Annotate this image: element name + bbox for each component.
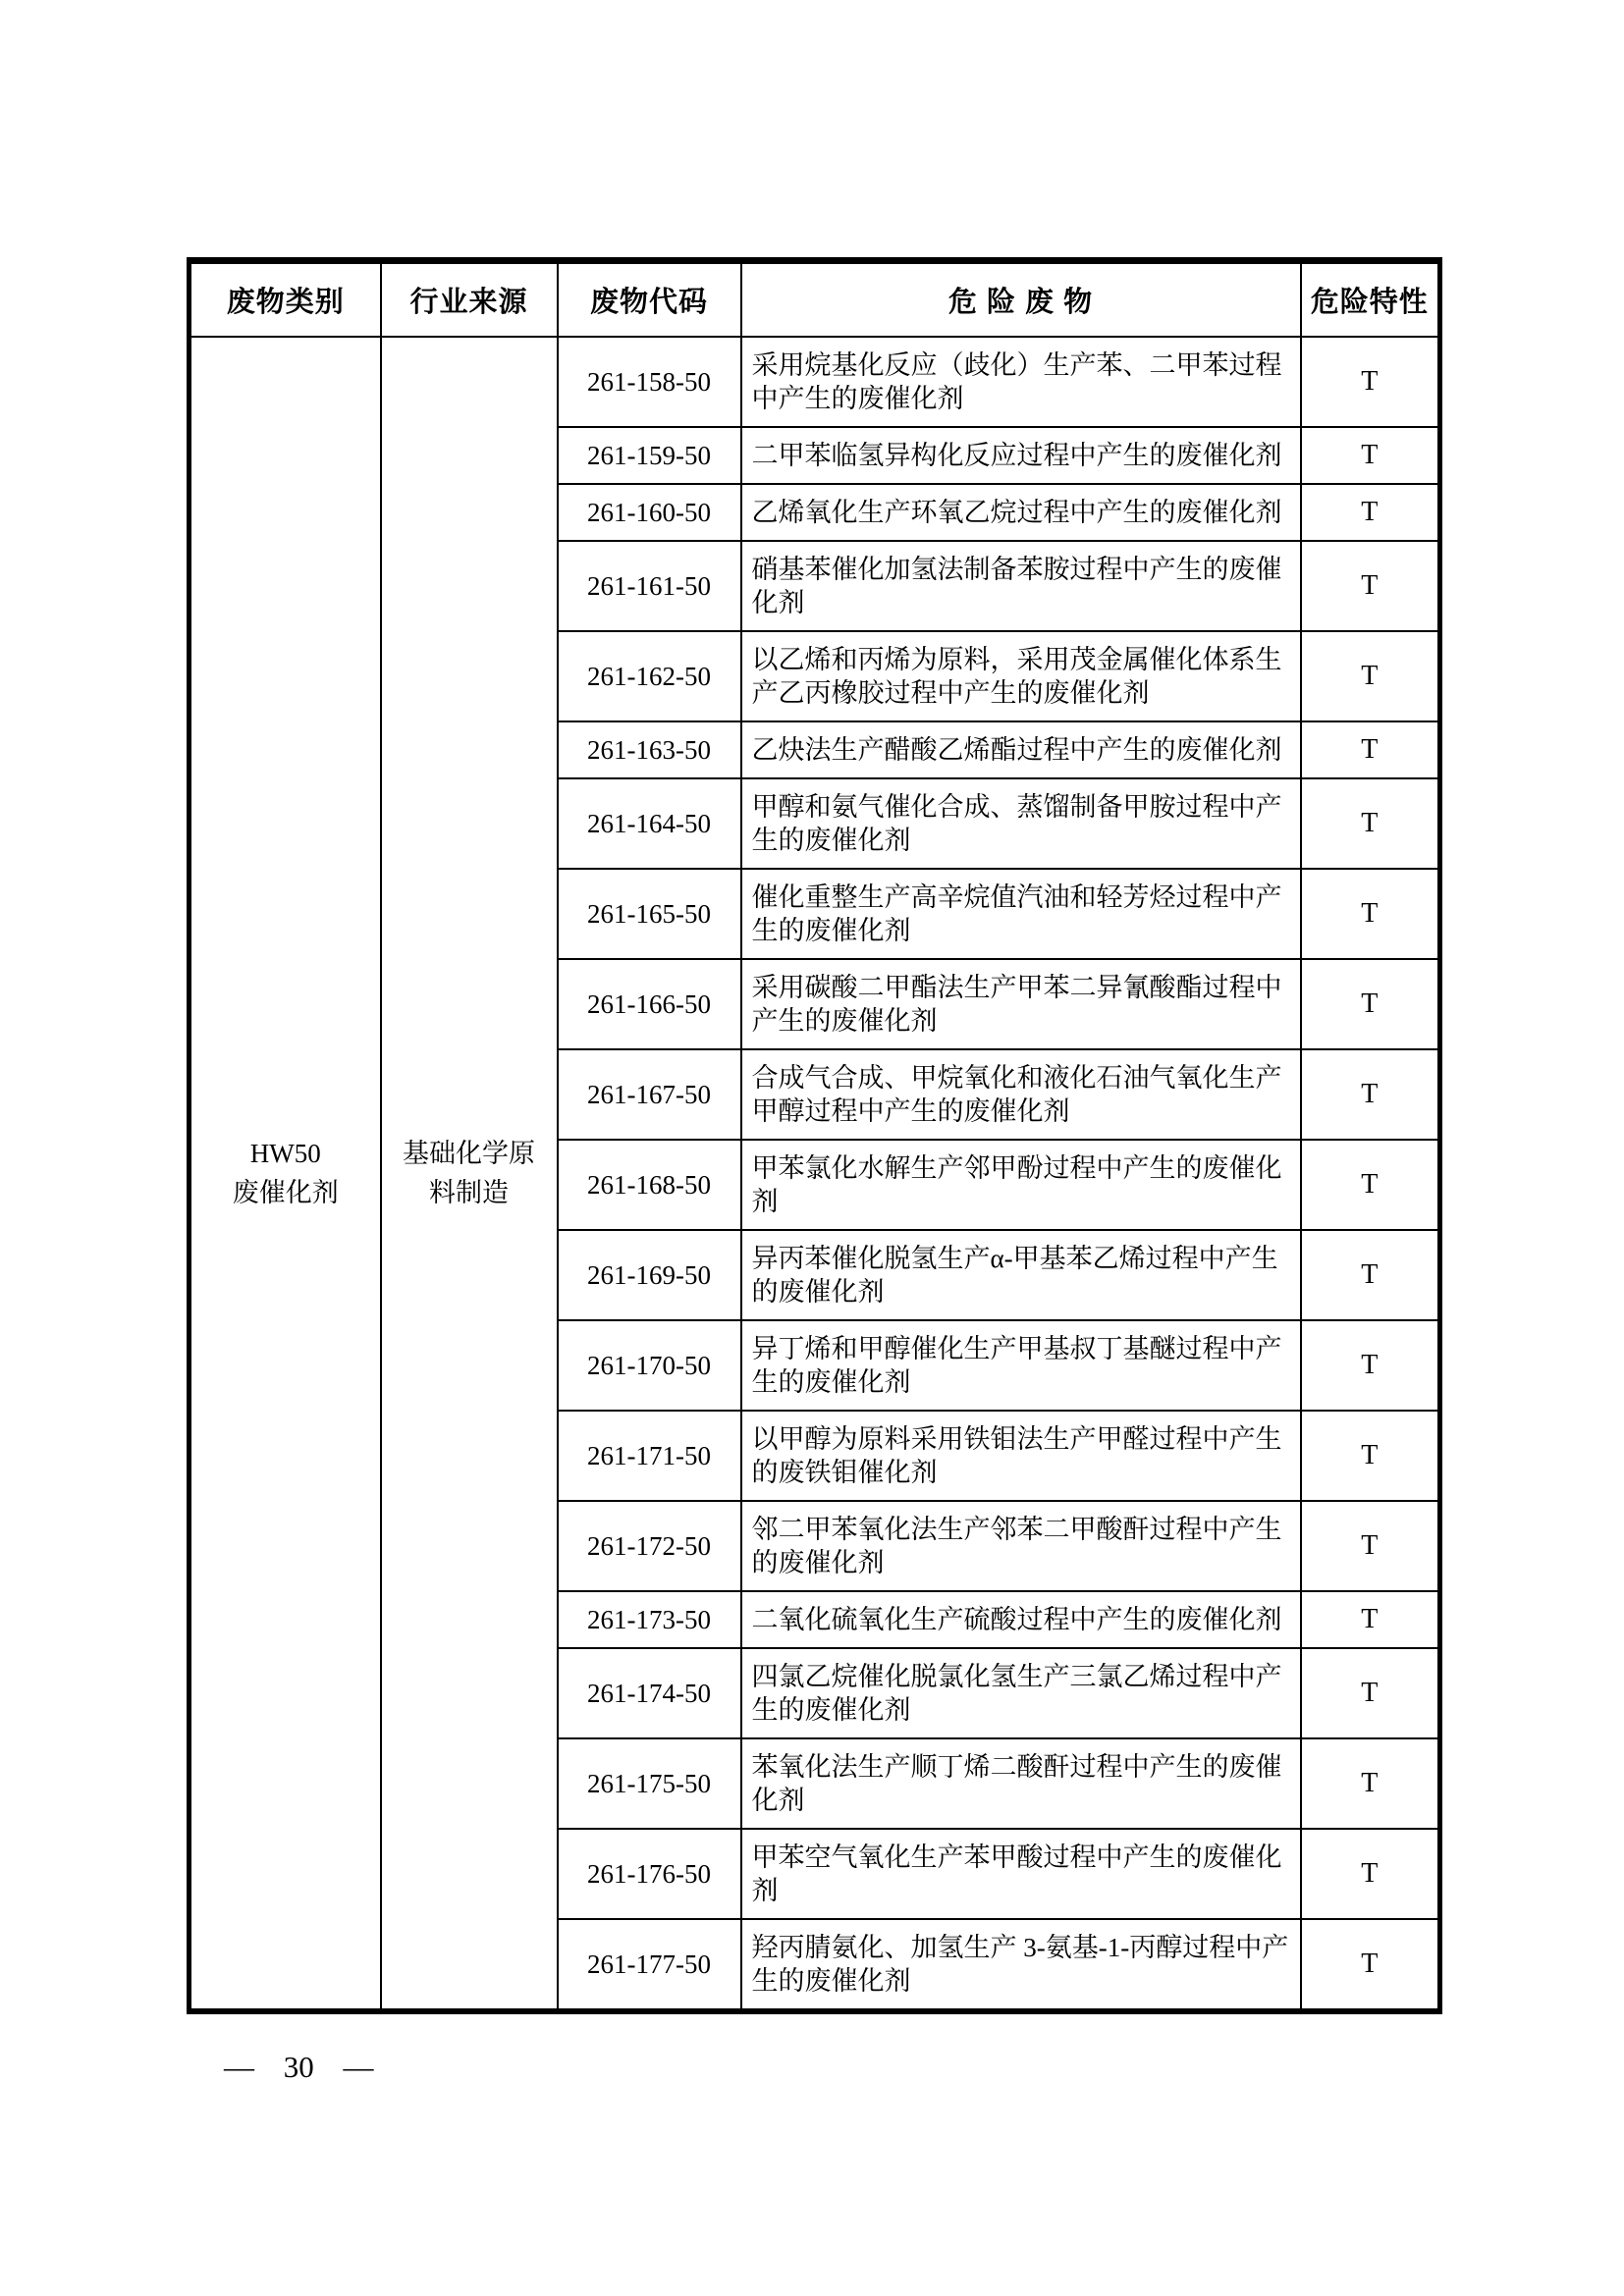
- table-body: [189, 337, 1440, 2011]
- hazard-characteristic-cell: T: [1301, 1320, 1440, 1411]
- table-row: [189, 337, 1440, 427]
- hazardous-waste-cell: 采用烷基化反应（歧化）生产苯、二甲苯过程中产生的废催化剂: [741, 337, 1301, 427]
- header-hazardous-waste: 危 险 废 物: [741, 261, 1301, 338]
- hazardous-waste-table: [187, 257, 1442, 2014]
- header-industry-source: 行业来源: [381, 261, 558, 338]
- hazardous-waste-cell: 苯氧化法生产顺丁烯二酸酐过程中产生的废催化剂: [741, 1738, 1301, 1829]
- waste-code-cell: 261-162-50: [558, 631, 741, 721]
- hazardous-waste-cell: 羟丙腈氨化、加氢生产 3-氨基-1-丙醇过程中产生的废催化剂: [741, 1919, 1301, 2011]
- hazardous-waste-cell: 硝基苯催化加氢法制备苯胺过程中产生的废催化剂: [741, 541, 1301, 631]
- waste-code-cell: 261-174-50: [558, 1648, 741, 1738]
- waste-category-code: HW50: [249, 1139, 321, 1168]
- hazard-characteristic-cell: T: [1301, 541, 1440, 631]
- hazardous-waste-cell: 二氧化硫氧化生产硫酸过程中产生的废催化剂: [741, 1591, 1301, 1648]
- hazard-characteristic-cell: T: [1301, 337, 1440, 427]
- hazardous-waste-cell: 邻二甲苯氧化法生产邻苯二甲酸酐过程中产生的废催化剂: [741, 1501, 1301, 1591]
- waste-code-cell: 261-172-50: [558, 1501, 741, 1591]
- header-waste-code: 废物代码: [558, 261, 741, 338]
- page-number: — 30 —: [224, 2050, 374, 2084]
- waste-code-cell: 261-168-50: [558, 1140, 741, 1230]
- hazardous-waste-cell: 二甲苯临氢异构化反应过程中产生的废催化剂: [741, 427, 1301, 484]
- waste-code-cell: 261-169-50: [558, 1230, 741, 1320]
- hazard-characteristic-cell: T: [1301, 1738, 1440, 1829]
- waste-code-cell: 261-159-50: [558, 427, 741, 484]
- industry-source-cell: 基础化学原料制造: [381, 337, 558, 2011]
- hazard-characteristic-cell: T: [1301, 484, 1440, 541]
- waste-code-cell: 261-167-50: [558, 1049, 741, 1140]
- waste-code-cell: 261-175-50: [558, 1738, 741, 1829]
- waste-code-cell: 261-160-50: [558, 484, 741, 541]
- hazard-characteristic-cell: T: [1301, 1140, 1440, 1230]
- waste-code-cell: 261-166-50: [558, 959, 741, 1049]
- hazard-characteristic-cell: T: [1301, 1648, 1440, 1738]
- hazardous-waste-cell: 乙烯氧化生产环氧乙烷过程中产生的废催化剂: [741, 484, 1301, 541]
- waste-code-cell: 261-173-50: [558, 1591, 741, 1648]
- hazardous-waste-cell: 采用碳酸二甲酯法生产甲苯二异氰酸酯过程中产生的废催化剂: [741, 959, 1301, 1049]
- waste-code-cell: 261-158-50: [558, 337, 741, 427]
- hazard-characteristic-cell: T: [1301, 1829, 1440, 1919]
- hazardous-waste-cell: 以乙烯和丙烯为原料，采用茂金属催化体系生产乙丙橡胶过程中产生的废催化剂: [741, 631, 1301, 721]
- hazardous-waste-cell: 异丁烯和甲醇催化生产甲基叔丁基醚过程中产生的废催化剂: [741, 1320, 1301, 1411]
- hazard-characteristic-cell: T: [1301, 1411, 1440, 1501]
- waste-category-name: 废催化剂: [232, 1178, 339, 1207]
- hazard-characteristic-cell: T: [1301, 1501, 1440, 1591]
- header-hazard-characteristic: 危险特性: [1301, 261, 1440, 338]
- hazardous-waste-cell: 异丙苯催化脱氢生产α-甲基苯乙烯过程中产生的废催化剂: [741, 1230, 1301, 1320]
- waste-code-cell: 261-165-50: [558, 869, 741, 959]
- hazardous-waste-cell: 甲苯空气氧化生产苯甲酸过程中产生的废催化剂: [741, 1829, 1301, 1919]
- waste-code-cell: 261-164-50: [558, 778, 741, 869]
- hazardous-waste-cell: 甲苯氯化水解生产邻甲酚过程中产生的废催化剂: [741, 1140, 1301, 1230]
- hazard-characteristic-cell: T: [1301, 721, 1440, 778]
- waste-category-cell: [189, 337, 381, 2011]
- hazard-characteristic-cell: T: [1301, 1919, 1440, 2011]
- header-waste-category: 废物类别: [189, 261, 381, 338]
- waste-code-cell: 261-176-50: [558, 1829, 741, 1919]
- waste-code-cell: 261-163-50: [558, 721, 741, 778]
- hazard-characteristic-cell: T: [1301, 869, 1440, 959]
- hazard-characteristic-cell: T: [1301, 1049, 1440, 1140]
- waste-code-cell: 261-170-50: [558, 1320, 741, 1411]
- hazardous-waste-cell: 乙炔法生产醋酸乙烯酯过程中产生的废催化剂: [741, 721, 1301, 778]
- waste-code-cell: 261-177-50: [558, 1919, 741, 2011]
- hazard-characteristic-cell: T: [1301, 1230, 1440, 1320]
- table-header: [189, 261, 1440, 338]
- hazard-characteristic-cell: T: [1301, 778, 1440, 869]
- waste-code-cell: 261-171-50: [558, 1411, 741, 1501]
- hazard-characteristic-cell: T: [1301, 427, 1440, 484]
- hazard-characteristic-cell: T: [1301, 959, 1440, 1049]
- hazardous-waste-cell: 甲醇和氨气催化合成、蒸馏制备甲胺过程中产生的废催化剂: [741, 778, 1301, 869]
- hazardous-waste-cell: 四氯乙烷催化脱氯化氢生产三氯乙烯过程中产生的废催化剂: [741, 1648, 1301, 1738]
- hazardous-waste-cell: 合成气合成、甲烷氧化和液化石油气氧化生产甲醇过程中产生的废催化剂: [741, 1049, 1301, 1140]
- hazardous-waste-cell: 以甲醇为原料采用铁钼法生产甲醛过程中产生的废铁钼催化剂: [741, 1411, 1301, 1501]
- waste-code-cell: 261-161-50: [558, 541, 741, 631]
- header-row: [189, 261, 1440, 338]
- hazardous-waste-cell: 催化重整生产高辛烷值汽油和轻芳烃过程中产生的废催化剂: [741, 869, 1301, 959]
- hazard-characteristic-cell: T: [1301, 1591, 1440, 1648]
- hazard-characteristic-cell: T: [1301, 631, 1440, 721]
